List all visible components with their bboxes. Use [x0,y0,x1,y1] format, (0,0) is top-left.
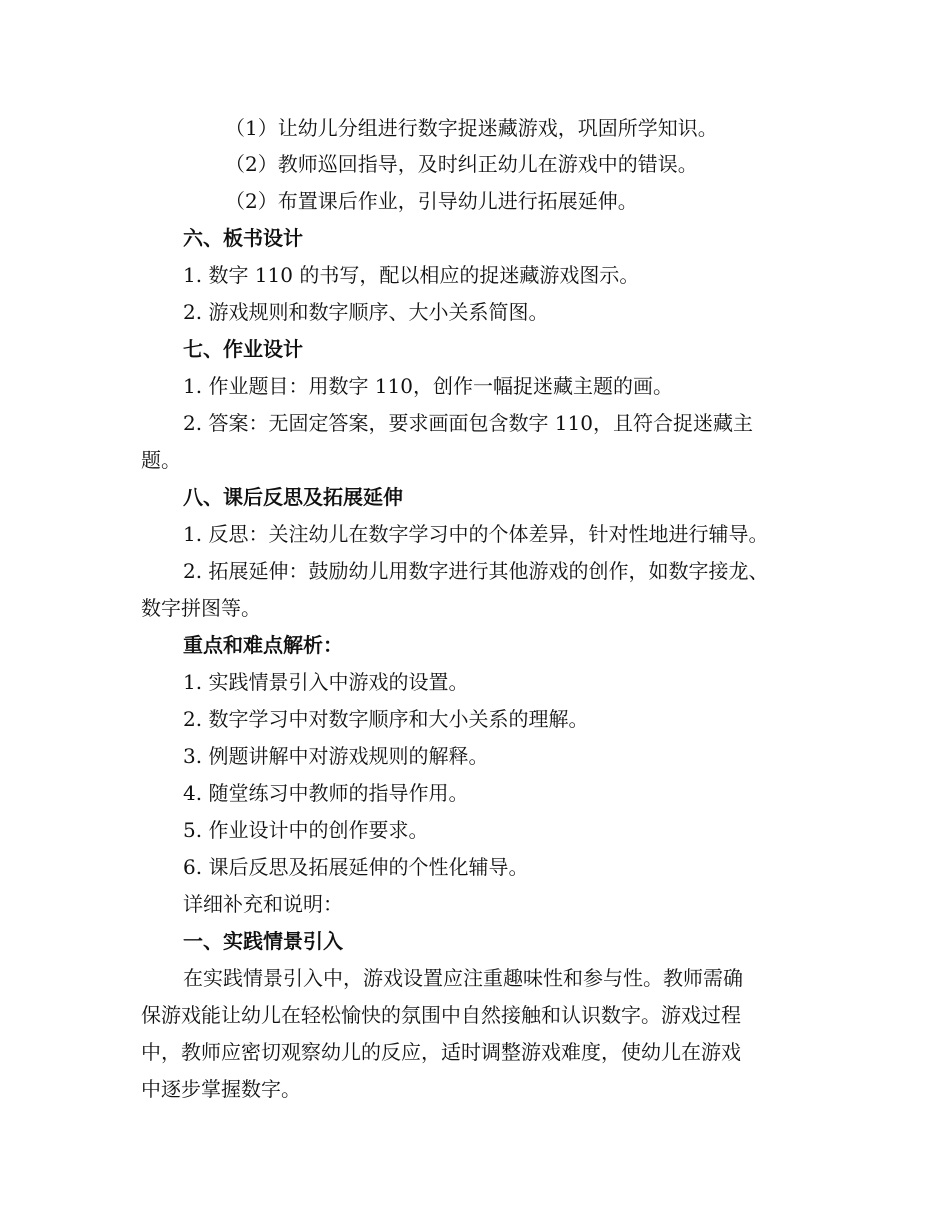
key-point-item-1: 1. 实践情景引入中游戏的设置。 [183,670,469,694]
board-item-1: 1. 数字 110 的书写，配以相应的捉迷藏游戏图示。 [183,263,640,287]
key-point-item-5: 5. 作业设计中的创作要求。 [183,818,429,842]
paragraph-line-2: 保游戏能让幼儿在轻松愉快的氛围中自然接触和认识数字。游戏过程 [141,1003,741,1027]
homework-item-1: 1. 作业题目：用数字 110，创作一幅捉迷藏主题的画。 [183,374,673,398]
section-heading-practice-intro: 一、实践情景引入 [183,929,343,953]
activity-item-3: （2）布置课后作业，引导幼儿进行拓展延伸。 [225,189,638,213]
section-heading-key-points: 重点和难点解析： [183,633,343,657]
key-point-item-6: 6. 课后反思及拓展延伸的个性化辅导。 [183,855,529,879]
homework-item-2: 2. 答案：无固定答案，要求画面包含数字 110，且符合捉迷藏主 [183,411,753,435]
homework-item-2-cont: 题。 [141,448,181,472]
key-point-item-3: 3. 例题讲解中对游戏规则的解释。 [183,744,489,768]
key-point-item-4: 4. 随堂练习中教师的指导作用。 [183,781,469,805]
activity-item-1: （1）让幼儿分组进行数字捉迷藏游戏，巩固所学知识。 [225,116,718,140]
paragraph-line-1: 在实践情景引入中，游戏设置应注重趣味性和参与性。教师需确 [183,966,743,990]
section-heading-reflection: 八、课后反思及拓展延伸 [183,485,403,509]
reflection-item-2-cont: 数字拼图等。 [141,596,261,620]
paragraph-line-4: 中逐步掌握数字。 [141,1077,301,1101]
paragraph-line-3: 中，教师应密切观察幼儿的反应，适时调整游戏难度，使幼儿在游戏 [141,1040,741,1064]
key-point-item-2: 2. 数字学习中对数字顺序和大小关系的理解。 [183,707,589,731]
section-heading-homework: 七、作业设计 [183,337,303,361]
activity-item-2: （2）教师巡回指导，及时纠正幼儿在游戏中的错误。 [225,152,698,176]
reflection-item-1: 1. 反思：关注幼儿在数字学习中的个体差异，针对性地进行辅导。 [183,522,769,546]
board-item-2: 2. 游戏规则和数字顺序、大小关系简图。 [183,300,549,324]
section-heading-board: 六、板书设计 [183,226,303,250]
reflection-item-2: 2. 拓展延伸：鼓励幼儿用数字进行其他游戏的创作，如数字接龙、 [183,559,769,583]
supplement-label: 详细补充和说明： [183,892,343,916]
